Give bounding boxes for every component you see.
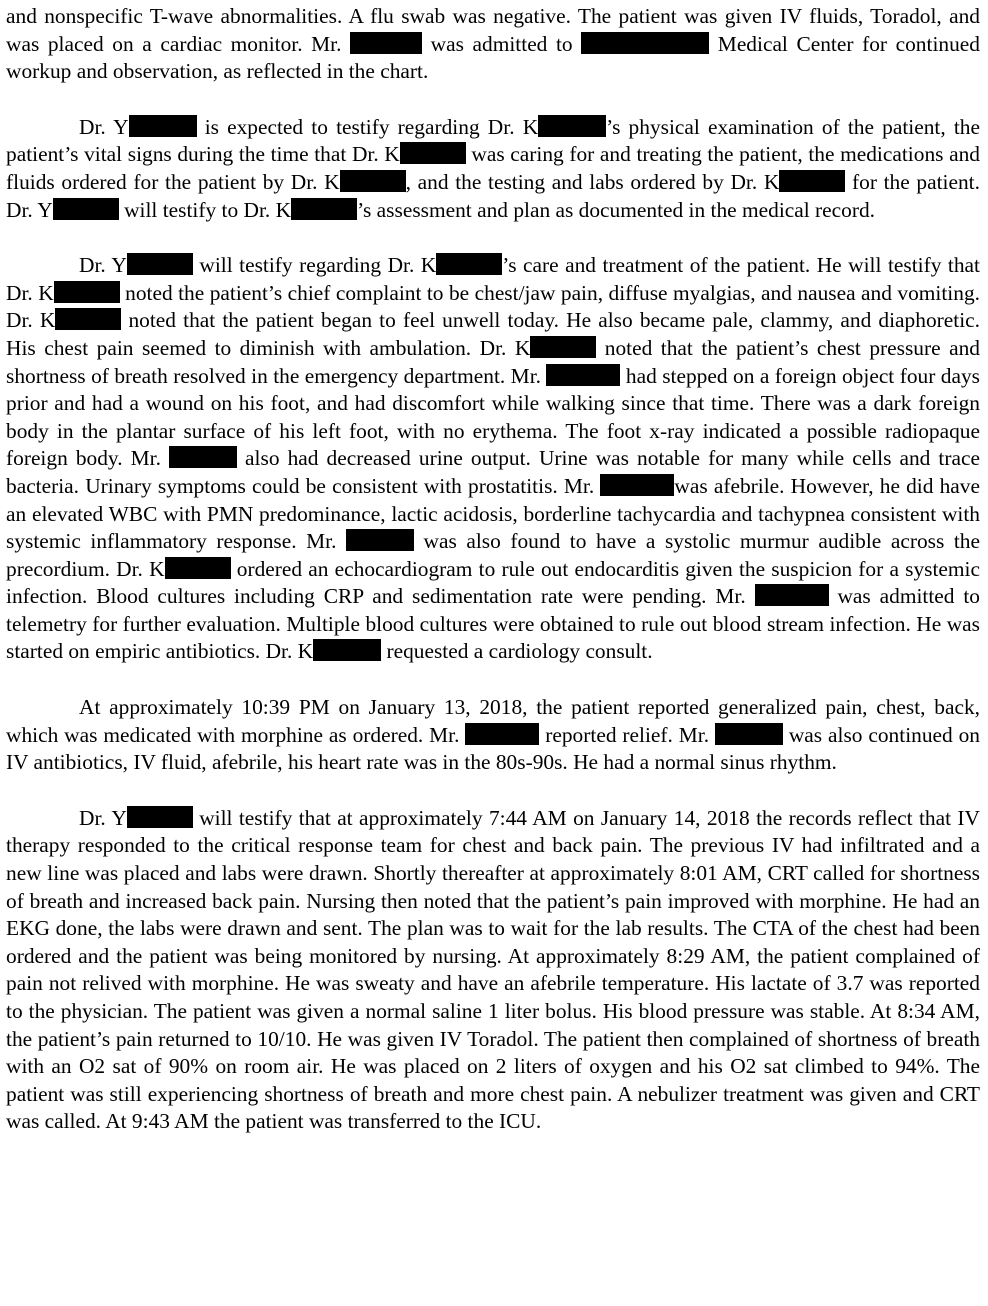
text-run: noted that the patient began to feel unwell today. He also became pale, clammy, and diaphoretic. His chest pain seemed to diminish with ambulation. Dr. K [6, 308, 980, 360]
redaction-box [400, 142, 466, 164]
redaction-box [436, 253, 502, 275]
text-run: had stepped on a foreign object four days prior and had a wound on his foot, and had discomfort while walking since that time. There was a dark foreign body in the plantar surface of his left foot, with no erythema. The foot x-ray indicated a possible radiopaque foreign body. Mr. [6, 363, 980, 471]
text-run: noted that the patient’s chest pressure and shortness of breath resolved in the emergency department. Mr. [6, 335, 980, 388]
redaction-box [169, 446, 237, 468]
paragraph-1 [6, 3, 980, 86]
text-run: noted the patient’s chief complaint to be chest/jaw pain, diffuse myalgias, and nausea and vomiting. Dr. K [6, 280, 980, 333]
redaction-box [465, 723, 539, 745]
redaction-box [600, 474, 674, 496]
text-run: , and the testing and labs ordered by Dr. K [405, 169, 780, 194]
document-page [6, 3, 980, 1136]
text-run: ordered an echocardiogram to rule out endocarditis given the suspicion for a systemic infection. Blood cultures including CRP and sedimentation rate were pending. Mr. [6, 556, 980, 609]
text-run: was admitted to telemetry for further evaluation. Multiple blood cultures were obtained to rule out blood stream infection. He was started on empiric antibiotics. Dr. K [6, 584, 980, 664]
redaction-box [715, 723, 783, 745]
text-run: and nonspecific T-wave abnormalities. A flu swab was negative. The patient was given IV fluids, Toradol, and was placed on a cardiac monitor. Mr. [6, 4, 980, 56]
text-run: was also found to have a systolic murmur audible across the precordium. Dr. K [6, 529, 980, 581]
paragraph-5 [6, 805, 980, 1136]
redaction-box [127, 806, 193, 828]
text-run: was afebrile. However, he did have an elevated WBC with PMN predominance, lactic acidosis, borderline tachycardia and tachypnea consistent with systemic inflammatory response. Mr. [6, 473, 980, 554]
redaction-box [546, 364, 620, 386]
paragraph-3 [6, 252, 980, 666]
text-run: was also continued on IV antibiotics, IV fluid, afebrile, his heart rate was in the 80s-90s. He had a normal sinus rhythm. [6, 722, 980, 775]
text-run: Medical Center for continued workup and observation, as reflected in the chart. [6, 31, 980, 84]
redaction-box [291, 198, 357, 220]
redaction-box [313, 639, 381, 661]
text-run: will testify regarding Dr. K [192, 253, 437, 278]
text-run: Dr. Y [79, 805, 127, 830]
redaction-box [346, 529, 414, 551]
text-run: will testify that at approximately 7:44 AM on January 14, 2018 the records reflect that IV therapy responded to the critical response team for chest and back pain. The previous IV had infiltrated and a new line was placed and labs were drawn. Shortly thereafter at approximately 8:01 AM, CRT called for shortness of breath and increased back pain. Nursing then noted that the patient’s pain improved with morphine. He had an EKG done, the labs were drawn and sent. The plan was to wait for the lab results. The CTA of the chest had been ordered and the patient was being monitored by nursing. At approximately 8:29 AM, the patient complained of pain not relived with morphine. He was sweaty and have an afebrile temperature. His lactate of 3.7 was reported to the physician. The patient was given a normal saline 1 liter bolus. His blood pressure was stable. At 8:34 AM, the patient’s pain returned to 10/10. He was given IV Toradol. The patient then complained of shortness of breath with an O2 sat of 90% on room air. He was placed on 2 liters of oxygen and his O2 sat climbed to 94%. The patient was still experiencing shortness of breath and more chest pain. A nebulizer treatment was given and CRT was called. At 9:43 AM the patient was transferred to the ICU. [6, 805, 980, 1134]
text-run: ’s assessment and plan as documented in the medical record. [357, 197, 876, 222]
redaction-box [55, 308, 121, 330]
text-run: ’s care and treatment of the patient. He will testify that Dr. K [6, 253, 980, 305]
text-run: was caring for and treating the patient, the medications and fluids ordered for the patient by Dr. K [6, 142, 980, 194]
text-run: Dr. Y [79, 114, 129, 139]
redaction-box [53, 198, 119, 220]
redaction-box [779, 170, 845, 192]
text-run: is expected to testify regarding Dr. K [196, 114, 539, 139]
text-run: ’s physical examination of the patient, the patient’s vital signs during the time that Dr. K [6, 114, 980, 167]
redaction-box [165, 557, 231, 579]
text-run: requested a cardiology consult. [381, 639, 653, 664]
text-run: will testify to Dr. K [118, 197, 292, 222]
redaction-box [530, 336, 596, 358]
text-run: reported relief. Mr. [539, 722, 715, 747]
text-run: was admitted to [422, 31, 582, 56]
redaction-box [350, 32, 422, 54]
paragraph-2 [6, 114, 980, 224]
redaction-box [340, 170, 406, 192]
paragraph-4 [6, 694, 980, 777]
redaction-box [129, 115, 197, 137]
redaction-box [538, 115, 606, 137]
redaction-box [755, 584, 829, 606]
text-run: Dr. Y [79, 253, 127, 278]
redaction-box [54, 281, 120, 303]
redaction-box [127, 253, 193, 275]
text-run: At approximately 10:39 PM on January 13, 2018, the patient reported generalized pain, chest, back, which was medicated with morphine as ordered. Mr. [6, 695, 980, 747]
redaction-box [581, 32, 709, 54]
text-run: also had decreased urine output. Urine was notable for many while cells and trace bacteria. Urinary symptoms could be consistent with prostatitis. Mr. [6, 446, 980, 498]
text-run: for the patient. Dr. Y [6, 169, 980, 222]
